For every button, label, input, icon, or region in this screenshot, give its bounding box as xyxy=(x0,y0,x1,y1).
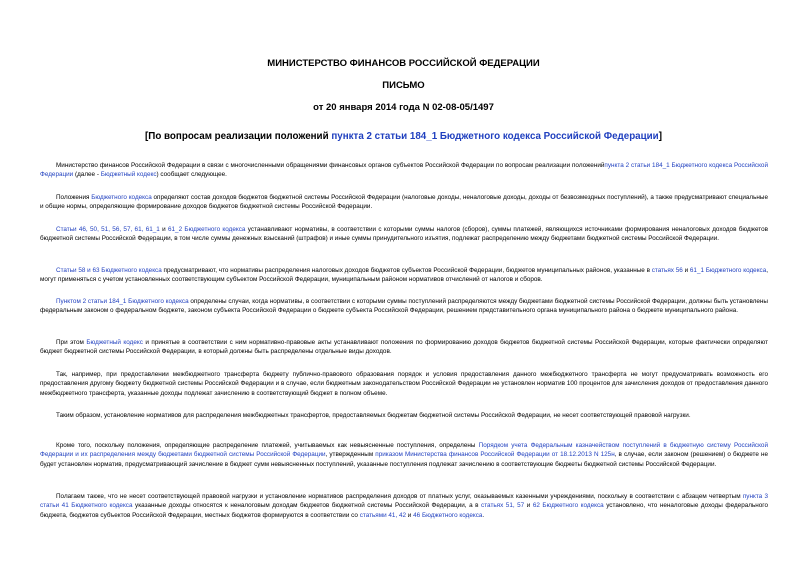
paragraph-9 xyxy=(40,441,768,469)
paragraph-text: , в случае, если законом (решением) о бюджете не будет установлен норматив, предусматривающий зачисление в бюджет сумм невыясненных поступлений, указанные поступления подлежат зачислению в соответствующие бюджеты бюджетной системы Российской Федерации. xyxy=(40,451,769,468)
law-link[interactable]: приказом Министерства финансов Российской Федерации от 18.12.2013 N 125н xyxy=(375,451,615,459)
law-link[interactable]: статьях 51, 57 xyxy=(481,502,525,510)
paragraph-text: и принятые в соответствии с ним нормативно-правовые акты устанавливают положения по формированию доходов бюджетов бюджетной системы Российской Федерации, которые фактически определяют бюджет бюджетной системы Российской Федерации, в который должны быть распределены отдельные виды доходов. xyxy=(40,339,768,356)
law-link[interactable]: Порядком учета Федеральным казначейством поступлений в бюджетную систему Российской Федерации и их распределения между бюджетами бюджетной системы Российской Федерации xyxy=(40,442,768,459)
subject-link[interactable]: пункта 2 статьи 184_1 Бюджетного кодекса Российской Федерации xyxy=(331,131,659,142)
paragraph-text: Положения xyxy=(56,194,92,201)
paragraph-text: , утвержденным xyxy=(325,451,376,459)
paragraph-text: Министерство финансов Российской Федерации в связи с многочисленными обращениями финансовых органов субъектов Российской Федерации по вопросам реализации положений xyxy=(56,162,605,169)
law-link[interactable]: пункта 2 статьи 184_1 Бюджетного кодекса Российской Федерации xyxy=(40,162,768,179)
paragraph-text: Так, например, при предоставлении межбюджетного трансферта бюджету публично-правового образования порядок и условия предоставления данного межбюджетного трансферта не могут предусматривать возможность его предоставления другому бюджету бюджетной системы Российской Федерации и в случае, если бюджетным законодательством Российской Федерации не установлен норматив 100 процентов для зачисления доходов от предоставления данного межбюджетного трансферта, указанные доходы подлежат зачислению в соответствующий бюджет в полном объеме. xyxy=(40,371,768,397)
subject-prefix: [По вопросам реализации положений xyxy=(145,131,332,142)
paragraph-10 xyxy=(40,492,768,520)
paragraph-text: и xyxy=(159,226,168,233)
document-type: ПИСЬМО xyxy=(382,80,425,91)
law-link[interactable]: Статьи 46, 50, 51, 56, 57, 61, 61_1 xyxy=(56,226,160,233)
paragraph-text: определяют состав доходов бюджетов бюджетной системы Российской Федерации (налоговые доходы, неналоговые доходы, доходы от безвозмездных поступлений), а также предусматривают специальные и общие нормы, определяющие формирование доходов бюджетов бюджетной системы Российской Федерации. xyxy=(40,194,768,211)
paragraph-text: ) сообщает следующее. xyxy=(156,171,227,179)
ministry-title: МИНИСТЕРСТВО ФИНАНСОВ РОССИЙСКОЙ ФЕДЕРАЦИИ xyxy=(267,58,540,69)
document-subject xyxy=(0,131,807,143)
paragraph-4 xyxy=(40,266,768,285)
paragraph-5 xyxy=(40,297,768,316)
subject-suffix: ] xyxy=(658,131,662,142)
law-link[interactable]: Пунктом 2 статьи 184_1 Бюджетного кодекса xyxy=(56,298,189,305)
paragraph-text: предусматривают, что нормативы распределения налоговых доходов бюджетов субъектов Российской Федерации, бюджетов муниципальных районов, указанные в xyxy=(161,267,652,274)
paragraph-8 xyxy=(40,411,768,420)
paragraph-7 xyxy=(40,370,768,398)
paragraph-text: установлено, что неналоговые доходы федерального бюджета, бюджетов субъектов Российской Федерации, местных бюджетов формируются в соответствии со xyxy=(40,502,768,519)
paragraph-text: и xyxy=(682,267,690,274)
paragraph-6 xyxy=(40,338,768,357)
law-link[interactable]: Бюджетный кодекс xyxy=(100,171,157,179)
paragraph-text: Полагаем также, что не несет соответствующей правовой нагрузки и установление нормативов распределения доходов от платных услуг, оказываемых казенными учреждениями, поскольку в соответствии с абзацем четвертым xyxy=(56,493,743,500)
paragraph-text: Кроме того, поскольку положения, определяющие распределение платежей, учитываемых как невыясненные поступления, определены xyxy=(56,442,479,449)
paragraph-text: устанавливают нормативы, в соответствии с которыми суммы налогов (сборов), суммы платежей, являющихся источниками формирования неналоговых доходов бюджетов бюджетной системы Российской Федерации, в том числе суммы денежных взысканий (штрафов) и иные суммы принудительного изъятия, подлежат распределению между бюджетами бюджетной системы Российской Федерации. xyxy=(40,226,768,243)
paragraph-2 xyxy=(40,193,768,212)
paragraph-text: указанные доходы относятся к неналоговым доходам бюджетов бюджетной системы Российской Федерации, а в xyxy=(132,502,482,510)
law-link[interactable]: 46 Бюджетного кодекса xyxy=(413,511,483,519)
document-date-number: от 20 января 2014 года N 02-08-05/1497 xyxy=(313,102,494,113)
law-link[interactable]: 61_2 Бюджетного кодекса xyxy=(168,226,246,233)
law-link[interactable]: Бюджетный кодекс xyxy=(86,339,143,346)
paragraph-text: определены случаи, когда нормативы, в соответствии с которыми суммы поступлений распределяются между бюджетами бюджетной системы Российской Федерации, должны быть установлены федеральным законом о федеральном бюджете, законом субъекта Российской Федерации о бюджете субъекта Российской Федерации, решением представительного органа муниципального района о бюджете муниципального района. xyxy=(40,298,768,315)
law-link[interactable]: статьями 41, 42 xyxy=(359,511,407,519)
paragraph-text: и xyxy=(406,511,414,519)
paragraph-1 xyxy=(40,161,768,180)
paragraph-text: Таким образом, установление нормативов для распределения межбюджетных трансфертов, предоставляемых бюджетам бюджетной системы Российской Федерации, не несет соответствующей правовой нагрузки. xyxy=(56,412,691,419)
law-link[interactable]: Бюджетного кодекса xyxy=(91,194,152,201)
paragraph-3 xyxy=(40,225,768,244)
paragraph-text: (далее - xyxy=(73,171,101,179)
law-link[interactable]: Статьи 58 и 63 Бюджетного кодекса xyxy=(56,267,162,274)
law-link[interactable]: 62 Бюджетного кодекса xyxy=(532,502,604,510)
paragraph-text: и xyxy=(524,502,533,510)
paragraph-text: , могут применяться с учетом установленных соответствующим субъектом Российской Федерации, муниципальным районом нормативов отчислений от налогов и сборов. xyxy=(40,267,769,284)
law-link[interactable]: статьях 56 xyxy=(651,267,683,274)
law-link[interactable]: пункта 3 статьи 41 Бюджетного кодекса xyxy=(40,493,768,510)
law-link[interactable]: 61_1 Бюджетного кодекса xyxy=(689,267,767,274)
paragraph-text: При этом xyxy=(56,339,87,346)
paragraph-text: . xyxy=(482,511,485,519)
